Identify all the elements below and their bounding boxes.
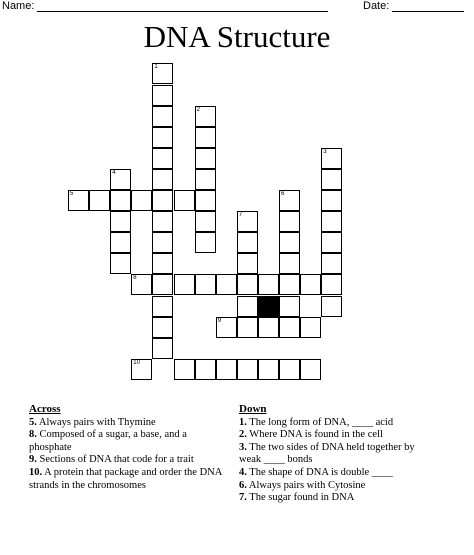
grid-cell[interactable] bbox=[174, 274, 195, 295]
grid-cell[interactable] bbox=[152, 148, 173, 169]
black-cell bbox=[258, 296, 279, 317]
clue-num: 8. bbox=[29, 429, 37, 441]
grid-cell[interactable] bbox=[321, 253, 342, 274]
grid-cell[interactable] bbox=[321, 232, 342, 253]
across-clue bbox=[29, 429, 229, 454]
grid-cell[interactable] bbox=[131, 190, 152, 211]
clue-number: 3 bbox=[323, 148, 327, 155]
clue-number: 9 bbox=[217, 317, 222, 324]
clue-number: 10 bbox=[133, 359, 140, 366]
clue-number: 5 bbox=[70, 191, 74, 197]
grid-cell[interactable] bbox=[195, 274, 216, 295]
grid-cell[interactable] bbox=[152, 253, 173, 274]
clue-text: Sections of DNA that code for a trait bbox=[36, 454, 194, 466]
grid-cell[interactable] bbox=[216, 317, 237, 338]
clue-text: Composed of a sugar, a base, and a phosphate bbox=[29, 429, 187, 453]
grid-cell[interactable] bbox=[195, 359, 216, 380]
down-clue bbox=[239, 442, 439, 467]
clue-text: Where DNA is found in the cell bbox=[246, 429, 383, 441]
grid-cell[interactable] bbox=[195, 106, 216, 127]
grid-cell[interactable] bbox=[152, 85, 173, 106]
grid-cell[interactable] bbox=[258, 317, 279, 338]
grid-cell[interactable] bbox=[279, 296, 300, 317]
grid-cell[interactable] bbox=[237, 232, 258, 253]
clue-number: 6 bbox=[281, 191, 285, 197]
grid-cell[interactable] bbox=[152, 127, 173, 148]
clue-num: 3. bbox=[239, 441, 247, 453]
grid-cell[interactable] bbox=[152, 63, 173, 84]
grid-cell[interactable] bbox=[110, 232, 131, 253]
grid-cell[interactable] bbox=[152, 296, 173, 317]
grid-cell[interactable] bbox=[321, 148, 342, 169]
clue-num: 10. bbox=[29, 466, 43, 478]
grid-cell[interactable] bbox=[237, 317, 258, 338]
clue-num: 2. bbox=[239, 429, 247, 441]
grid-cell[interactable] bbox=[300, 274, 321, 295]
clue-num: 9. bbox=[29, 454, 37, 466]
grid-cell[interactable] bbox=[152, 190, 173, 211]
down-clues bbox=[239, 403, 439, 505]
grid-cell[interactable] bbox=[68, 190, 89, 211]
grid-cell[interactable] bbox=[131, 359, 152, 380]
clue-number: 4 bbox=[112, 169, 116, 176]
clue-num: 4. bbox=[239, 466, 247, 478]
grid-cell[interactable] bbox=[195, 169, 216, 190]
grid-cell[interactable] bbox=[279, 274, 300, 295]
grid-cell[interactable] bbox=[321, 274, 342, 295]
clue-text: The long form of DNA, ____ acid bbox=[246, 416, 394, 428]
grid-cell[interactable] bbox=[89, 190, 110, 211]
clue-text: Always pairs with Cytosine bbox=[246, 479, 366, 491]
clue-text: The sugar found in DNA bbox=[246, 492, 355, 504]
grid-cell[interactable] bbox=[174, 359, 195, 380]
grid-cell[interactable] bbox=[258, 359, 279, 380]
grid-cell[interactable] bbox=[131, 274, 152, 295]
grid-cell[interactable] bbox=[279, 253, 300, 274]
grid-cell[interactable] bbox=[110, 253, 131, 274]
grid-cell[interactable] bbox=[321, 211, 342, 232]
grid-cell[interactable] bbox=[110, 190, 131, 211]
grid-cell[interactable] bbox=[110, 211, 131, 232]
clue-text: Always pairs with Thymine bbox=[36, 416, 156, 428]
grid-cell[interactable] bbox=[152, 106, 173, 127]
clue-number: 2 bbox=[196, 106, 200, 113]
grid-cell[interactable] bbox=[152, 211, 173, 232]
grid-cell[interactable] bbox=[195, 211, 216, 232]
grid-cell[interactable] bbox=[152, 338, 173, 359]
clue-num: 6. bbox=[239, 479, 247, 491]
grid-cell[interactable] bbox=[300, 317, 321, 338]
grid-cell[interactable] bbox=[152, 169, 173, 190]
down-clue bbox=[239, 467, 439, 480]
grid-cell[interactable] bbox=[195, 232, 216, 253]
clue-text: The shape of DNA is double ____ bbox=[246, 466, 393, 478]
grid-cell[interactable] bbox=[195, 190, 216, 211]
across-clues bbox=[29, 403, 229, 492]
grid-cell[interactable] bbox=[237, 211, 258, 232]
grid-cell[interactable] bbox=[237, 359, 258, 380]
page-title: DNA Structure bbox=[143, 19, 331, 54]
down-clue bbox=[239, 492, 439, 505]
down-clue bbox=[239, 429, 439, 442]
grid-cell[interactable] bbox=[279, 317, 300, 338]
grid-cell[interactable] bbox=[258, 274, 279, 295]
grid-cell[interactable] bbox=[152, 274, 173, 295]
across-clue bbox=[29, 454, 229, 467]
grid-cell[interactable] bbox=[174, 190, 195, 211]
name-label: Name: bbox=[2, 0, 35, 12]
grid-cell[interactable] bbox=[237, 296, 258, 317]
grid-cell[interactable] bbox=[237, 274, 258, 295]
clue-num: 5. bbox=[29, 416, 37, 428]
grid-cell[interactable] bbox=[279, 211, 300, 232]
grid-cell[interactable] bbox=[216, 359, 237, 380]
grid-cell[interactable] bbox=[321, 296, 342, 317]
grid-cell[interactable] bbox=[195, 148, 216, 169]
across-clue bbox=[29, 467, 229, 492]
grid-cell[interactable] bbox=[195, 127, 216, 148]
clue-number: 1 bbox=[154, 64, 158, 71]
grid-cell[interactable] bbox=[321, 169, 342, 190]
grid-cell[interactable] bbox=[279, 190, 300, 211]
grid-cell[interactable] bbox=[152, 232, 173, 253]
clue-num: 7. bbox=[239, 492, 247, 504]
date-label: Date: bbox=[363, 0, 390, 12]
clue-num: 1. bbox=[239, 416, 247, 428]
down-clue bbox=[239, 417, 439, 430]
grid-cell[interactable] bbox=[216, 274, 237, 295]
grid-cell[interactable] bbox=[237, 253, 258, 274]
clue-number: 8 bbox=[133, 275, 137, 282]
grid-cell[interactable] bbox=[110, 169, 131, 190]
clue-text: A protein that package and order the DNA strands in the chromosomes bbox=[29, 466, 222, 491]
down-heading: Down bbox=[239, 403, 267, 415]
across-clue bbox=[29, 417, 229, 430]
across-heading: Across bbox=[29, 403, 61, 415]
grid-cell[interactable] bbox=[321, 190, 342, 211]
grid-cell[interactable] bbox=[300, 359, 321, 380]
clue-text: The two sides of DNA held together by weak ____ bonds bbox=[239, 441, 415, 466]
grid-cell[interactable] bbox=[279, 232, 300, 253]
clue-number: 7 bbox=[238, 212, 243, 219]
down-clue bbox=[239, 480, 439, 493]
grid-cell[interactable] bbox=[152, 317, 173, 338]
grid-cell[interactable] bbox=[279, 359, 300, 380]
